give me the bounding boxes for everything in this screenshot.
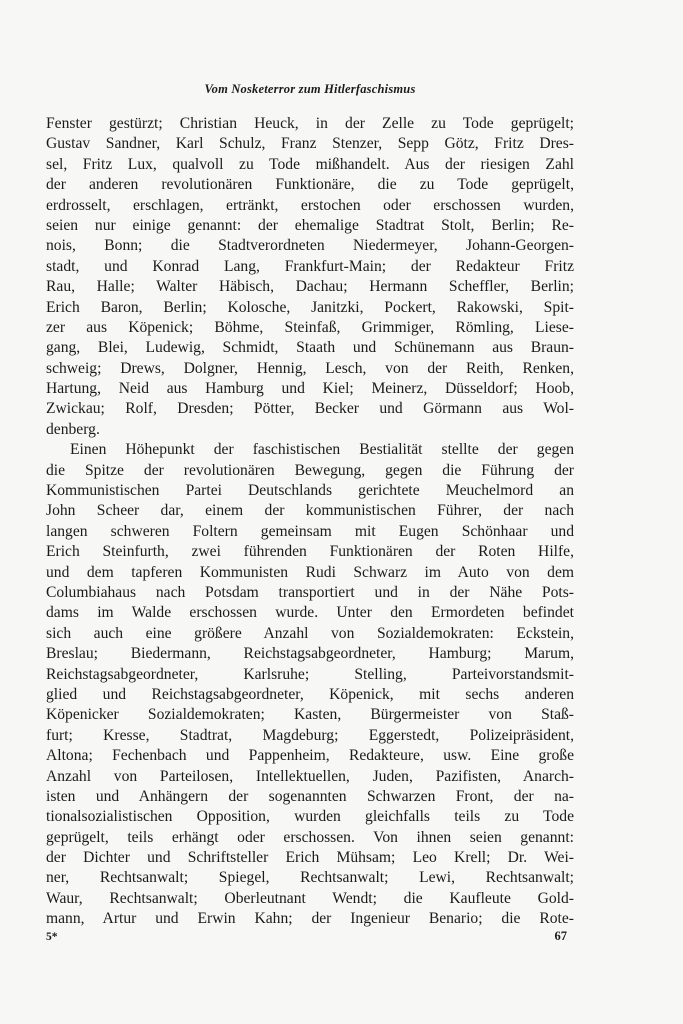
text-line: und dem tapferen Kommunisten Rudi Schwarz im Auto von dem	[46, 563, 574, 581]
text-line: dams im Walde erschossen wurde. Unter den Ermordeten befindet	[46, 604, 574, 622]
text-line: sich auch eine größere Anzahl von Sozialdemokraten: Eckstein,	[46, 624, 574, 642]
text-line: Reichstagsabgeordneter, Karlsruhe; Stelling, Parteivorstandsmit-	[46, 665, 574, 683]
page-number: 67	[554, 929, 567, 943]
text-line: schweig; Drews, Dolgner, Hennig, Lesch, von der Reith, Renken,	[46, 359, 574, 377]
text-line: geprügelt, teils erhängt oder erschossen. Von ihnen seien genannt:	[46, 828, 574, 846]
text-line: mann, Artur und Erwin Kahn; der Ingenieur Benario; die Rote-	[46, 910, 574, 928]
text-line: Erich Steinfurth, zwei führenden Funktionären der Roten Hilfe,	[46, 543, 574, 561]
text-line: Fenster gestürzt; Christian Heuck, in der Zelle zu Tode geprügelt;	[46, 115, 574, 132]
paragraph-2	[46, 440, 574, 929]
text-line: tionalsozialistischen Opposition, wurden gleichfalls teils zu Tode	[46, 808, 574, 826]
text-line: stadt, und Konrad Lang, Frankfurt-Main; der Redakteur Fritz	[46, 257, 574, 275]
text-line: Zwickau; Rolf, Dresden; Pötter, Becker und Görmann aus Wol-	[46, 400, 574, 418]
text-line: Rau, Halle; Walter Häbisch, Dachau; Hermann Scheffler, Berlin;	[46, 278, 574, 296]
text-line: glied und Reichstagsabgeordneter, Köpenick, mit sechs anderen	[46, 685, 574, 703]
text-line: nois, Bonn; die Stadtverordneten Niedermeyer, Johann-Georgen-	[46, 237, 574, 255]
running-head: Vom Nosketerror zum Hitlerfaschismus	[204, 82, 416, 96]
text-line: Waur, Rechtsanwalt; Oberleutnant Wendt; die Kaufleute Gold-	[46, 889, 574, 907]
text-line: der Dichter und Schriftsteller Erich Mühsam; Leo Krell; Dr. Wei-	[46, 849, 574, 867]
text-line: Anzahl von Parteilosen, Intellektuellen, Juden, Pazifisten, Anarch-	[46, 767, 574, 785]
text-line: Einen Höhepunkt der faschistischen Bestialität stellte der gegen	[70, 441, 574, 459]
signature-mark: 5*	[46, 931, 58, 943]
text-line: Kommunistischen Partei Deutschlands gerichtete Meuchelmord an	[46, 482, 574, 500]
text-line: Columbiahaus nach Potsdam transportiert und in der Nähe Pots-	[46, 583, 574, 601]
text-line: zer aus Köpenick; Böhme, Steinfaß, Grimmiger, Römling, Liese-	[46, 318, 574, 336]
text-line: die Spitze der revolutionären Bewegung, gegen die Führung der	[46, 461, 574, 479]
text-line: erdrosselt, erschlagen, ertränkt, erstochen oder erschossen wurden,	[46, 196, 574, 214]
body-text	[46, 114, 574, 930]
text-line: furt; Kresse, Stadtrat, Magdeburg; Eggerstedt, Polizeipräsident,	[46, 726, 574, 744]
text-line: sel, Fritz Lux, qualvoll zu Tode mißhandelt. Aus der riesigen Zahl	[46, 155, 574, 173]
text-line: Hartung, Neid aus Hamburg und Kiel; Meinerz, Düsseldorf; Hoob,	[46, 380, 574, 398]
text-line: isten und Anhängern der sogenannten Schwarzen Front, der na-	[46, 787, 574, 805]
text-line: seien nur einige genannt: der ehemalige Stadtrat Stolt, Berlin; Re-	[46, 216, 574, 234]
text-line: langen schweren Foltern gemeinsam mit Eugen Schönhaar und	[46, 522, 574, 540]
text-line: Breslau; Biedermann, Reichstagsabgeordneter, Hamburg; Marum,	[46, 645, 574, 663]
text-line: Erich Baron, Berlin; Kolosche, Janitzki, Pockert, Rakowski, Spit-	[46, 298, 574, 316]
text-line: Gustav Sandner, Karl Schulz, Franz Stenzer, Sepp Götz, Fritz Dres-	[46, 135, 574, 153]
text-line: Altona; Fechenbach und Pappenheim, Redakteure, usw. Eine große	[46, 747, 574, 765]
text-line: Köpenicker Sozialdemokraten; Kasten, Bürgermeister von Staß-	[46, 706, 574, 724]
paragraph-1	[46, 114, 574, 440]
text-line: der anderen revolutionären Funktionäre, die zu Tode geprügelt,	[46, 176, 574, 194]
text-line: gang, Blei, Ludewig, Schmidt, Staath und Schünemann aus Braun-	[46, 339, 574, 357]
text-line: John Scheer dar, einem der kommunistischen Führer, der nach	[46, 502, 574, 520]
text-line: denberg.	[46, 420, 100, 438]
text-line: ner, Rechtsanwalt; Spiegel, Rechtsanwalt; Lewi, Rechtsanwalt;	[46, 869, 574, 887]
